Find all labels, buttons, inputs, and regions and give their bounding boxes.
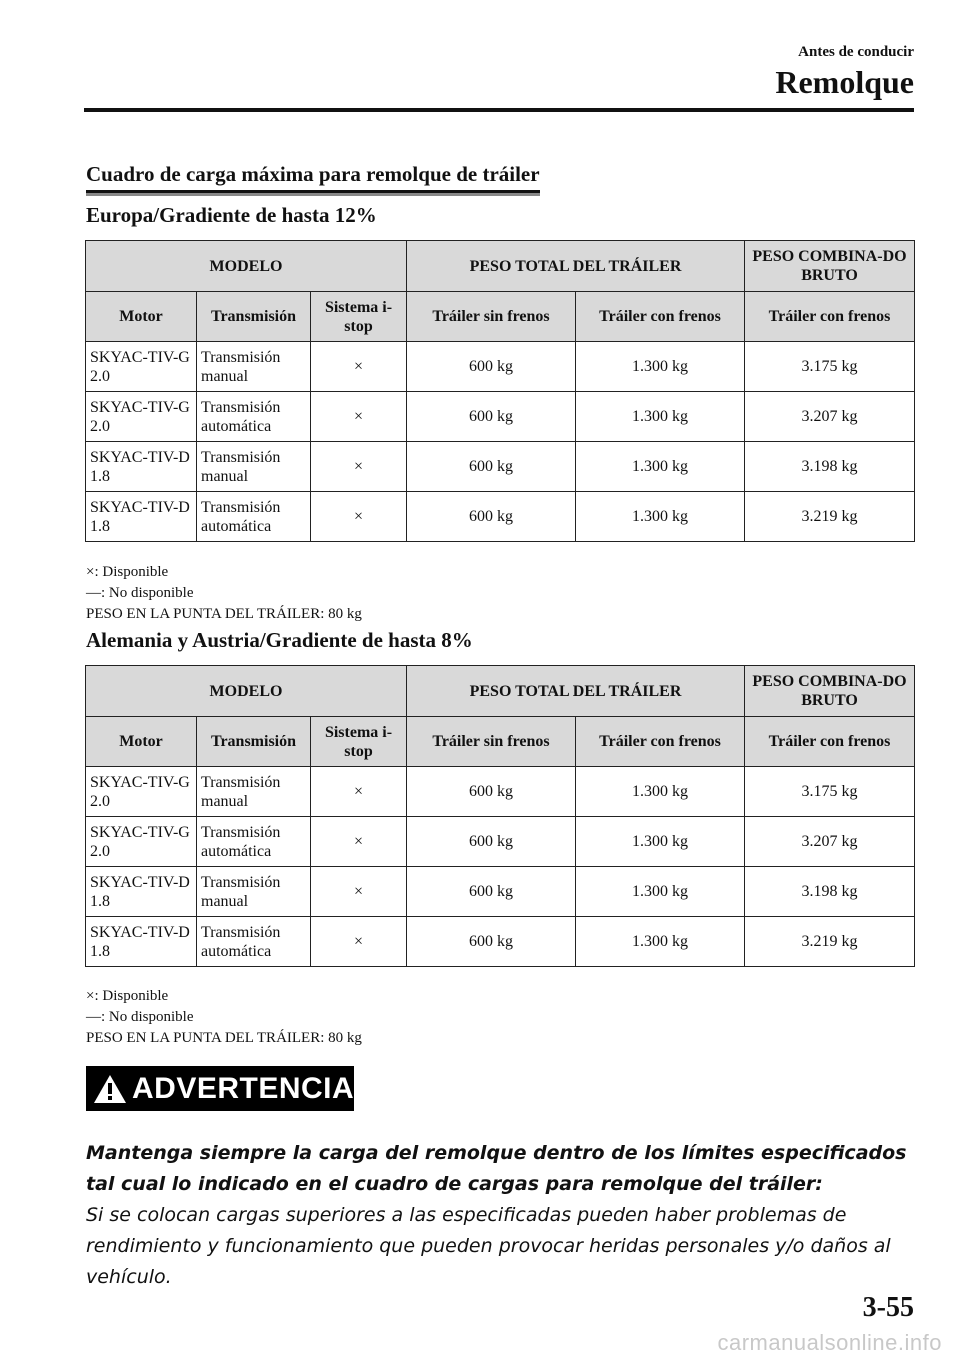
trailer-load-table (85, 665, 915, 967)
header-cell: PESO COMBINA-DO BRUTO (745, 241, 915, 292)
table-row (86, 817, 915, 867)
chapter-label: Antes de conducir (798, 44, 914, 60)
header-cell: PESO TOTAL DEL TRÁILER (407, 241, 745, 292)
istop-cell: × (311, 342, 407, 392)
table-row (86, 442, 915, 492)
page-title: Remolque (775, 64, 914, 100)
header-cell: MODELO (86, 241, 407, 292)
engine-cell: SKYAC-TIV-G 2.0 (86, 817, 197, 867)
legend-unavailable: ―: No disponible (86, 585, 194, 601)
header-cell: Tráiler con frenos (576, 717, 745, 767)
unbraked-cell: 600 kg (407, 767, 576, 817)
engine-cell: SKYAC-TIV-D 1.8 (86, 442, 197, 492)
transmission-cell: Transmisión automática (197, 917, 311, 967)
header-cell: Motor (86, 292, 197, 342)
transmission-cell: Transmisión manual (197, 767, 311, 817)
istop-cell: × (311, 817, 407, 867)
table-row (86, 767, 915, 817)
tongue-weight-note: PESO EN LA PUNTA DEL TRÁILER: 80 kg (86, 606, 362, 622)
table-row (86, 492, 915, 542)
warning-text (86, 1138, 926, 1293)
header-cell: MODELO (86, 666, 407, 717)
header-cell: Transmisión (197, 717, 311, 767)
braked-cell: 1.300 kg (576, 442, 745, 492)
page-number: 3-55 (862, 1292, 914, 1323)
gross-combined-cell: 3.207 kg (745, 817, 915, 867)
legend-available: ×: Disponible (86, 564, 169, 580)
warning-triangle-icon (92, 1066, 128, 1111)
transmission-cell: Transmisión automática (197, 817, 311, 867)
header-cell: Tráiler sin frenos (407, 292, 576, 342)
unbraked-cell: 600 kg (407, 442, 576, 492)
legend-available: ×: Disponible (86, 988, 169, 1004)
unbraked-cell: 600 kg (407, 817, 576, 867)
engine-cell: SKYAC-TIV-G 2.0 (86, 392, 197, 442)
gross-combined-cell: 3.219 kg (745, 917, 915, 967)
header-divider (84, 108, 914, 112)
table-row (86, 867, 915, 917)
header-cell: Transmisión (197, 292, 311, 342)
gross-combined-cell: 3.198 kg (745, 867, 915, 917)
braked-cell: 1.300 kg (576, 392, 745, 442)
header-cell: Motor (86, 717, 197, 767)
header-cell: Sistema i-stop (311, 717, 407, 767)
istop-cell: × (311, 867, 407, 917)
table-subtitle: Europa/Gradiente de hasta 12% (86, 203, 377, 227)
header-cell: Sistema i-stop (311, 292, 407, 342)
table-notes (86, 986, 362, 1049)
istop-cell: × (311, 442, 407, 492)
transmission-cell: Transmisión automática (197, 492, 311, 542)
header-cell: PESO TOTAL DEL TRÁILER (407, 666, 745, 717)
warning-banner (86, 1066, 354, 1111)
table-row (86, 917, 915, 967)
transmission-cell: Transmisión manual (197, 442, 311, 492)
header-cell: PESO COMBINA-DO BRUTO (745, 666, 915, 717)
unbraked-cell: 600 kg (407, 342, 576, 392)
unbraked-cell: 600 kg (407, 917, 576, 967)
table-notes (86, 562, 362, 625)
braked-cell: 1.300 kg (576, 917, 745, 967)
header-cell: Tráiler con frenos (576, 292, 745, 342)
gross-combined-cell: 3.198 kg (745, 442, 915, 492)
transmission-cell: Transmisión manual (197, 867, 311, 917)
warning-bold-text: Mantenga siempre la carga del remolque dentro de los límites especificados tal cual lo indicado en el cuadro de cargas para remolque del tráiler: (86, 1142, 907, 1195)
trailer-load-table (85, 240, 915, 542)
watermark: carmanualsonline.info (717, 1330, 942, 1355)
braked-cell: 1.300 kg (576, 817, 745, 867)
istop-cell: × (311, 492, 407, 542)
braked-cell: 1.300 kg (576, 867, 745, 917)
header-cell: Tráiler con frenos (745, 717, 915, 767)
unbraked-cell: 600 kg (407, 867, 576, 917)
warning-label: ADVERTENCIA (132, 1071, 355, 1105)
istop-cell: × (311, 917, 407, 967)
engine-cell: SKYAC-TIV-G 2.0 (86, 767, 197, 817)
istop-cell: × (311, 767, 407, 817)
engine-cell: SKYAC-TIV-G 2.0 (86, 342, 197, 392)
transmission-cell: Transmisión manual (197, 342, 311, 392)
engine-cell: SKYAC-TIV-D 1.8 (86, 492, 197, 542)
braked-cell: 1.300 kg (576, 767, 745, 817)
legend-unavailable: ―: No disponible (86, 1009, 194, 1025)
istop-cell: × (311, 392, 407, 442)
unbraked-cell: 600 kg (407, 492, 576, 542)
header-cell: Tráiler sin frenos (407, 717, 576, 767)
table-subtitle: Alemania y Austria/Gradiente de hasta 8% (86, 628, 473, 652)
warning-body-text: Si se colocan cargas superiores a las especificadas pueden haber problemas de rendimiento y funcionamiento que pueden provocar heridas personales y/o daños al vehículo. (86, 1204, 891, 1288)
gross-combined-cell: 3.175 kg (745, 342, 915, 392)
section-title: Cuadro de carga máxima para remolque de tráiler (86, 162, 540, 193)
braked-cell: 1.300 kg (576, 492, 745, 542)
braked-cell: 1.300 kg (576, 342, 745, 392)
unbraked-cell: 600 kg (407, 392, 576, 442)
gross-combined-cell: 3.207 kg (745, 392, 915, 442)
engine-cell: SKYAC-TIV-D 1.8 (86, 867, 197, 917)
gross-combined-cell: 3.219 kg (745, 492, 915, 542)
header-cell: Tráiler con frenos (745, 292, 915, 342)
transmission-cell: Transmisión automática (197, 392, 311, 442)
engine-cell: SKYAC-TIV-D 1.8 (86, 917, 197, 967)
table-row (86, 342, 915, 392)
tongue-weight-note: PESO EN LA PUNTA DEL TRÁILER: 80 kg (86, 1030, 362, 1046)
gross-combined-cell: 3.175 kg (745, 767, 915, 817)
table-row (86, 392, 915, 442)
